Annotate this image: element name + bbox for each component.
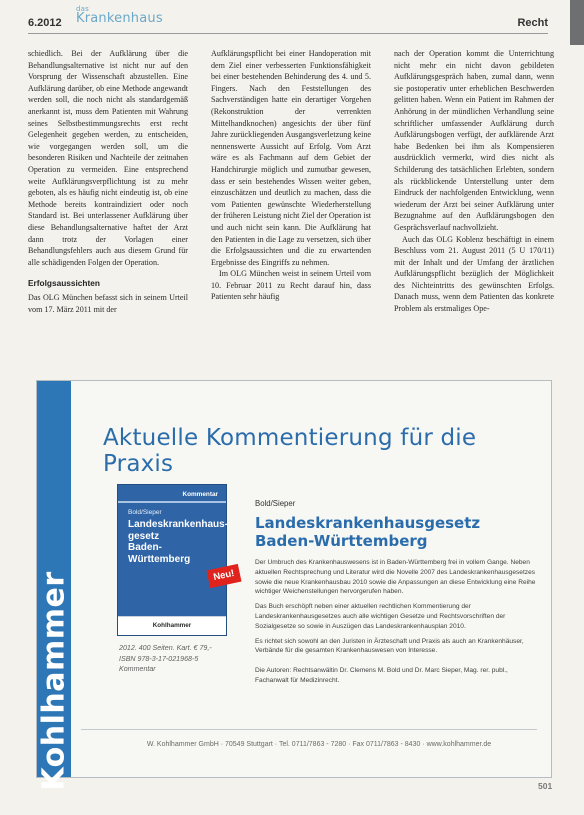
- book-detail-line: Kommentar: [119, 665, 156, 673]
- book-details: [119, 643, 229, 675]
- page-number: 501: [538, 781, 553, 791]
- book-cover-title-line: gesetz: [128, 530, 160, 542]
- column-paragraph: nach der Operation kommt die Unterrichtung nicht mehr ein nicht davon gebildeten Aufklärungsgespräch haben, zumal dann, wenn sie postoperativ unter erheblichen Beschwerden gelitten haben. Wenn ein Patient im Rahmen der Anhörung in der mündlichen Verhandlung seine schriftlicher umfassender Aufklärung durch Aufklärungsbogen verfügt, der aufklärende Arzt habe Bedenken bei ihm als Kompensieren ausdrücklich vermerkt, wird dies nicht als Schilderung des tatsächlichen Erlebten, sondern als rückblickende Unterstellung unter dem Eindruck der nachfolgenden Entwicklung, wenn wiederum der Arzt bei seiner Aufklärung unter Bezugnahme auf den Aufklärungsbogen den Gesprächsverlauf nachvollzieht.: [394, 49, 554, 232]
- column-paragraph: Aufklärungspflicht bei einer Handoperation mit dem Ziel einer verbesserten Funktionsfähigkeit bei einer bestehenden Behinderung des 4. und 5. Fingers. Nach den Feststellungen des Sachverständigen hatte ein derartiger Vorgehen (Rekonstruktion der verrenkten Mittelhandknochen) angesichts der über fünf Jahre zurückliegenden Ausgangsverletzung keine nennenswerte Aussicht auf Erfolg. Vom Arzt wäre es als Fachmann auf dem Gebiet der Handchirurgie möglich und zumutbar gewesen, dass er sein bestehendes Wissen weiter geben, einzuschätzen und deutlich zu machen, dass die vom Patienten gewünschte Wiederherstellung der früheren Leistung nicht Ziel der Operation ist und auch nicht sein kann. Die Aufklärung hat den Patienten in die Lage zu versetzen, sich über die Erfolgsaussichten und die zu erwartenden Ergebnisse des Eingriffs zu nehmen.: [211, 49, 371, 267]
- ad-book-title: [255, 514, 537, 550]
- magazine-logo-text: Krankenhaus: [76, 11, 163, 26]
- ad-paragraph: Der Umbruch des Krankenhauswesens ist in Baden-Württemberg frei in vollem Gange. Neben aktuellen Rechtsprechung und Literatur wird die Novelle 2007 des Landeskrankenhausgesetzes sowie die neue Krankenhausbau 2010 sowie die Anpassungen an diese Entwicklung eine Reihe wichtiger Weichenstellungen hervorgerufen haben.: [255, 559, 536, 596]
- subheading: Erfolgsaussichten: [28, 278, 100, 289]
- book-detail-line: 2012. 400 Seiten. Kart. € 79,-: [119, 644, 212, 652]
- ad-footer-contact: W. Kohlhammer GmbH · 70549 Stuttgart · Tel. 0711/7863 - 7280 · Fax 0711/7863 - 8430 · www.kohlhammer.de: [146, 741, 492, 748]
- book-cover-title-line: Landeskrankenhaus-: [128, 519, 229, 530]
- column-paragraph: Im OLG München weist in seinem Urteil vom 10. Februar 2011 zu Recht darauf hin, dass Patienten sehr häufig: [211, 269, 371, 302]
- ad-footer-rule: [81, 729, 537, 730]
- ad-description: [255, 499, 537, 691]
- ad-author-note: Die Autoren: Rechtsanwältin Dr. Clemens M. Bold und Dr. Marc Sieper, Mag. rer. publ., Fachanwalt für Medizinrecht.: [255, 667, 508, 684]
- new-badge: Neu!: [206, 564, 241, 588]
- book-cover-title: [128, 519, 229, 565]
- ad-book-title-line: Landeskrankenhausgesetz: [255, 514, 481, 532]
- ad-headline: Aktuelle Kommentierung für die Praxis: [103, 425, 477, 477]
- header-rule: [28, 33, 548, 34]
- column-paragraph: schiedlich. Bei der Aufklärung über die Behandlungsalternative ist nicht nur auf den Vorsprung der Wissenschaft abzustellen. Eine Aufklärung darüber, ob eine Methode angewandt werden soll, die noch nicht als standardgemäß anerkannt ist, muss dem Patienten mit Wahrung seines Selbstbestimmungsrechts erst recht Gelegenheit gegeben werden, zu entscheiden, wie vorgegangen werden soll, um die besonderen Risiken und Nachteile der zeitnahen Operation zu vermeiden. Eine entsprechend weite Aufklärungsverpflichtung ist zu mehr geboten, als es häufig nicht eindeutig ist, ob eine Methode bereits kontraindiziert oder noch Standard ist. Bei unterlassener Aufklärung über diese Behandlungsalternative haftet der Arzt dann trotz der Vorlagen einer Behandlungsfehlers auch aus diesem Grund für alle schädigenden Folgen der Operation.: [28, 49, 188, 267]
- section-title: Recht: [517, 17, 548, 29]
- text-column-1: [28, 48, 188, 360]
- column-paragraph: Auch das OLG Koblenz beschäftigt in einem Beschluss vom 21. August 2011 (5 U 170/11) mit der Inhalt und der Umfang der ärztlichen Aufklärungspflicht bezüglich der Möglichkeit des Nichteintritts des gewünschten Erfolgs. Danach muss, wenn dem Patienten das konkrete Problem als erstmaliges Ope-: [394, 234, 554, 314]
- column-paragraph: Das OLG München befasst sich in seinem Urteil vom 17. März 2011 mit der: [28, 293, 188, 314]
- text-column-2: [211, 48, 371, 360]
- cover-stripe: [118, 501, 226, 503]
- magazine-logo: [76, 5, 163, 26]
- ad-paragraph: Es richtet sich sowohl an den Juristen in Ärzteschaft und Praxis als auch an Krankenhäuser, Verbände für die gesamten Krankenhauswesen von Interesse.: [255, 637, 524, 655]
- publisher-brand: Kohlhammer: [36, 571, 72, 791]
- book-series: Kommentar: [182, 491, 218, 498]
- book-cover-authors: Bold/Sieper: [128, 509, 162, 516]
- brand-band: [36, 381, 72, 791]
- book-cover-title-line: Baden-Württemberg: [128, 542, 191, 565]
- book-detail-line: ISBN 978-3-17-021968-5: [119, 654, 199, 663]
- page-header: [28, 5, 548, 36]
- ad-book-title-line: Baden-Württemberg: [255, 532, 428, 550]
- ad-paragraph: Das Buch erschöpft neben einer aktuellen rechtlichen Kommentierung der Landeskrankenhausgesetzes auch alle wichtigen Gesetze und Rechtsvorschriften der Sozialgesetze so sowie in Auszügen das Landeskrankenhausplan 2010.: [255, 603, 506, 630]
- book-cover-publisher: Kohlhammer: [118, 616, 226, 635]
- section-edge-tab: [570, 0, 584, 45]
- magazine-logo-small: das: [76, 5, 89, 13]
- issue-number: 6.2012: [28, 17, 62, 29]
- text-column-3: [394, 48, 554, 360]
- book-cover-image: [117, 484, 236, 636]
- ad-authors: Bold/Sieper: [255, 499, 296, 508]
